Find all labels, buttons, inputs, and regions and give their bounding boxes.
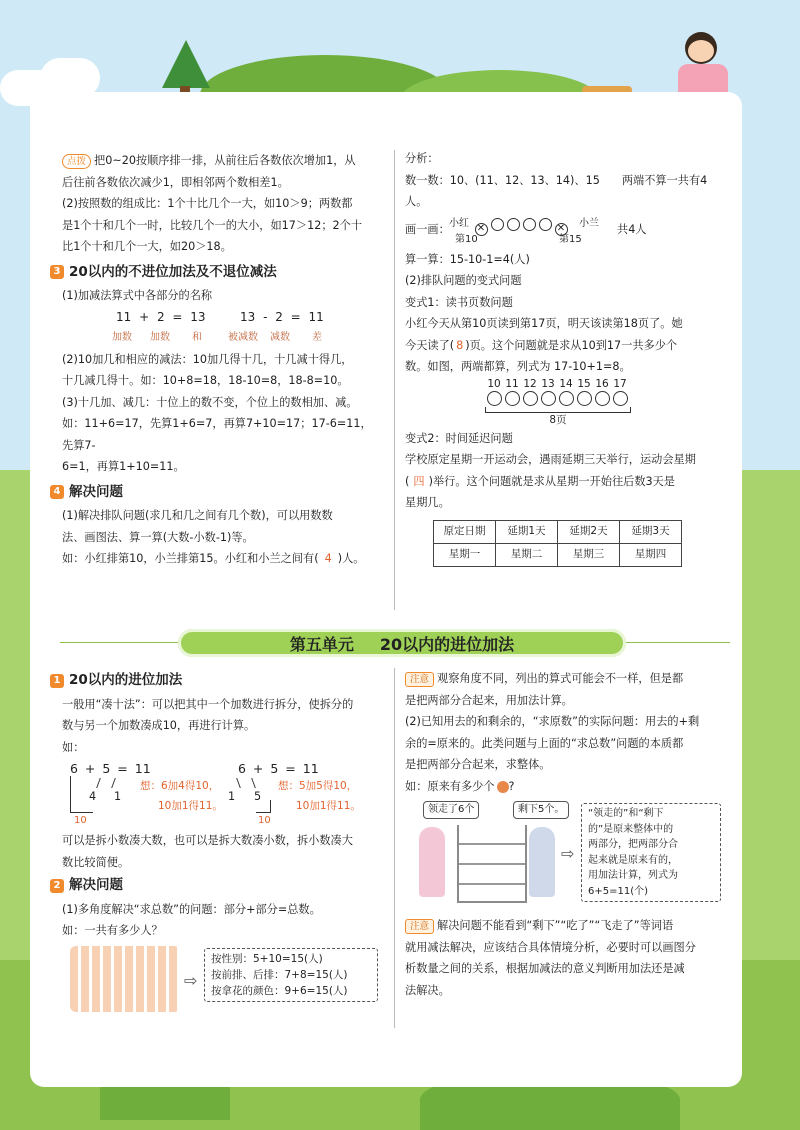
- column-divider: [394, 150, 395, 610]
- answer-box: [204, 948, 378, 1002]
- ten-value: 10: [258, 815, 271, 826]
- item-line: (3)十几加、减几：十位上的数不变，个位上的数相加、减。: [62, 395, 358, 409]
- speech-bubble: 领走了6个: [423, 801, 479, 819]
- section-title: 20以内的进位加法: [69, 672, 183, 688]
- tree-icon: [162, 40, 210, 88]
- item-line: (1)多角度解决“求总数”的问题：部分+部分=总数。: [62, 902, 321, 916]
- tip-tag: 点拨: [62, 154, 91, 169]
- ten-value: 10: [74, 815, 87, 826]
- page-numbers-row: [485, 378, 725, 390]
- answer-value: 四: [413, 474, 425, 488]
- left-top-column: [53, 150, 382, 570]
- bracket-line: [70, 776, 93, 813]
- note-line: 注意 观察角度不同，列出的算式可能会不一样，但是都: [405, 668, 725, 690]
- page-number: 12: [523, 377, 537, 390]
- circle-icon: [539, 218, 552, 231]
- think-text: 想：5加5得10，: [278, 780, 358, 792]
- box-line: 按前排、后排：7+8=15(人): [211, 968, 348, 981]
- circle-icon: [491, 218, 504, 231]
- unit-number: 第五单元: [289, 634, 354, 654]
- equation: 13 - 2 = 11: [240, 309, 324, 324]
- analysis-label: 分析：: [405, 152, 439, 165]
- box-line: 按性别：5+10=15(人): [211, 952, 323, 965]
- item-line: 十几减几得十。如：10+8=18，18-10=8，18-8=10。: [62, 374, 349, 387]
- page-number: 11: [505, 377, 519, 390]
- equation-label: 加数: [150, 331, 170, 343]
- table-cell: 星期三: [558, 543, 620, 566]
- calc-line: 算一算：15-10-1=4(人): [405, 252, 530, 266]
- item-line: (1)解决排队问题(求几和几之间有几个数)，可以用数数: [62, 509, 333, 522]
- page-number: 14: [559, 377, 573, 390]
- answer-value: 8: [456, 338, 464, 352]
- equation: 6 + 5 = 11: [238, 761, 319, 776]
- left-bottom-column: [53, 668, 382, 1022]
- item-line: 可以是拆小数凑大数，也可以是拆大数凑小数，拆小数凑大: [62, 834, 353, 847]
- ball-rack-illustration: [457, 825, 527, 903]
- ball-figure: [405, 797, 725, 915]
- make-ten-diagrams: [62, 758, 382, 830]
- note-tag: 注意: [405, 672, 434, 687]
- circle-crossed-icon: ✕: [555, 223, 568, 236]
- page-number: 16: [595, 377, 609, 390]
- page-number: 13: [541, 377, 555, 390]
- item-line: (2)已知用去的和剩余的，“求原数”的实际问题：用去的+剩: [405, 715, 700, 728]
- item-line: 是把两部分合起来，求整体。: [405, 758, 551, 771]
- tip-paragraph: 点拨 把0~20按顺序排一排，从前往后各数依次增加1，从: [62, 150, 382, 172]
- compare-line: 是1个十和几个一时，比较几个一的大小，如17＞12；2个十: [62, 218, 363, 232]
- example-label: 如：: [62, 740, 85, 754]
- circle-icon: [523, 391, 538, 406]
- unit-banner: [178, 629, 626, 657]
- circle-icon: [507, 218, 520, 231]
- item-line: 一般用“凑十法”：可以把其中一个加数进行拆分，使拆分的: [62, 697, 354, 711]
- right-top-column: [405, 148, 725, 567]
- equation-label: 被减数: [228, 331, 258, 343]
- think-text: 10加1得11。: [296, 800, 361, 812]
- table-cell: 星期四: [620, 543, 682, 566]
- equation: 11 + 2 = 13: [116, 309, 206, 324]
- item-line: (1)加减法算式中各部分的名称: [62, 289, 213, 302]
- table-cell: 原定日期: [434, 520, 496, 543]
- arrow-icon: ⇨: [561, 844, 575, 863]
- circle-icon: [523, 218, 536, 231]
- table-row: [434, 543, 682, 566]
- split-lines: [96, 778, 116, 788]
- item-line: 余的=原来的。此类问题与上面的“求总数”问题的本质都: [405, 736, 684, 750]
- equation: 6 + 5 = 11: [70, 761, 151, 776]
- count-line: 数一数：10、(11、12、13、14)、15 两端不算一共有4人。: [405, 173, 708, 208]
- table-cell: 星期二: [496, 543, 558, 566]
- split-number: 1: [114, 790, 122, 803]
- section-number-icon: 2: [50, 879, 64, 893]
- arrow-icon: ⇨: [184, 970, 198, 990]
- circle-icon: [595, 391, 610, 406]
- circle-icon: [541, 391, 556, 406]
- section-number-icon: 4: [50, 485, 64, 499]
- ball-icon: [497, 781, 509, 793]
- section-heading: [50, 262, 382, 284]
- section-title: 解决问题: [69, 483, 123, 500]
- item-line: 数与另一个加数凑成10，再进行计算。: [62, 719, 256, 732]
- note-line: 注意 解决问题不能看到“剩下”“吃了”“飞走了”等词语: [405, 915, 725, 937]
- variant-title: 变式2：时间延迟问题: [405, 431, 513, 445]
- explain-box: “领走的”和“剩下 的”是原来整体中的 两部分，把两部分合 起来就是原来有的， 用加法计算，列式为 6+5=11(个): [581, 803, 721, 902]
- page-circles-row: [485, 390, 725, 407]
- boy-icon: [529, 827, 555, 897]
- example-line: 如：小红排第10，小兰排第15。小红和小兰之间有( 4 )人。: [62, 552, 365, 565]
- equation-label: 加数: [112, 331, 132, 343]
- example-line: 如：原来有多少个 ?: [405, 779, 515, 793]
- table-cell: 延期2天: [558, 520, 620, 543]
- section-heading: [50, 482, 382, 504]
- variant-line: 今天读了( 8 )页。这个问题就是求从10到17一共多少个: [405, 338, 678, 352]
- variant-line: 星期几。: [405, 496, 450, 509]
- circle-icon: [577, 391, 592, 406]
- delay-table: [433, 520, 682, 567]
- page-number: 10: [487, 377, 501, 390]
- item-line: 如：11+6=17，先算1+6=7，再算7+10=17；17-6=11，先算7-: [62, 417, 372, 452]
- page-total: 8页: [549, 413, 567, 426]
- circle-icon: [505, 391, 520, 406]
- draw-diagram: 画一画： 小红 ✕ ✕ 小兰 共4人 第10 第15: [405, 217, 647, 245]
- item-line: 法、画图法、算一算(大数-小数-1)等。: [62, 530, 254, 544]
- note-line: 是把两部分合起来，用加法计算。: [405, 693, 573, 707]
- section-title: 解决问题: [69, 877, 123, 893]
- example-label: 如：一共有多少人？: [62, 924, 163, 937]
- right-bottom-column: [405, 668, 725, 1001]
- table-cell: 延期1天: [496, 520, 558, 543]
- note-tag: 注意: [405, 919, 434, 934]
- variant-line: 学校原定星期一开运动会，遇雨延期三天举行，运动会星期: [405, 453, 696, 466]
- equation-label: 差: [312, 331, 322, 343]
- split-number: 1: [228, 790, 236, 803]
- unit-title: 20以内的进位加法: [379, 634, 515, 654]
- equation-label: 和: [192, 331, 202, 343]
- girl-icon: [419, 827, 445, 897]
- circle-icon: [487, 391, 502, 406]
- split-lines: [236, 778, 256, 788]
- note-line: 析数量之间的关系，根据加减法的意义判断用加法还是减: [405, 962, 685, 975]
- table-cell: 延期3天: [620, 520, 682, 543]
- split-number: 5: [254, 790, 262, 803]
- children-illustration: [70, 946, 180, 1012]
- section-number-icon: 3: [50, 265, 64, 279]
- item-line: (2)排队问题的变式问题: [405, 274, 522, 287]
- section-title: 20以内的不进位加法及不退位减法: [69, 263, 277, 280]
- circles-row: [473, 217, 569, 239]
- variant-line: 小红今天从第10页读到第17页，明天该读第18页了。她: [405, 317, 683, 330]
- section-number-icon: 1: [50, 674, 64, 688]
- circle-icon: [559, 391, 574, 406]
- think-text: 10加1得11。: [158, 800, 223, 812]
- variant-line: ( 四 )举行。这个问题就是求从星期一开始往后数3天是: [405, 474, 675, 488]
- speech-bubble: 剩下5个。: [513, 801, 569, 819]
- tip-line: 后往前各数依次减少1，即相邻两个数相差1。: [62, 175, 289, 189]
- note-line: 法解决。: [405, 983, 450, 997]
- table-cell: 星期一: [434, 543, 496, 566]
- column-divider: [394, 668, 395, 1028]
- box-line: 按拿花的颜色：9+6=15(人): [211, 984, 348, 997]
- equation-label: 减数: [270, 331, 290, 343]
- section-heading: [50, 875, 382, 897]
- circle-icon: [613, 391, 628, 406]
- split-number: 4: [89, 790, 97, 803]
- answer-value: 4: [324, 552, 332, 565]
- table-row: [434, 520, 682, 543]
- item-line: 6=1，再算1+10=11。: [62, 460, 185, 473]
- think-text: 想：6加4得10，: [140, 780, 220, 792]
- circle-crossed-icon: ✕: [475, 223, 488, 236]
- variant-line: 数。如图，两端都算，列式为 17-10+1=8。: [405, 360, 631, 373]
- variant-title: 变式1：读书页数问题: [405, 295, 513, 309]
- item-line: 数比较简便。: [62, 855, 130, 869]
- page-diagram: [485, 378, 725, 428]
- note-line: 就用减法解决，应该结合具体情境分析，必要时可以画图分: [405, 940, 696, 954]
- page-number: 17: [613, 377, 627, 390]
- page-number: 15: [577, 377, 591, 390]
- children-figure: [62, 942, 382, 1022]
- equation-names: [62, 307, 382, 349]
- section-heading: [50, 670, 382, 692]
- item-line: (2)10加几和相应的减法：10加几得十几，十几减十得几，: [62, 352, 353, 366]
- compare-line: (2)按照数的组成比：1个十比几个一大，如10＞9；两数都: [62, 197, 353, 210]
- compare-line: 比1个十和几个一大，如20＞18。: [62, 240, 232, 253]
